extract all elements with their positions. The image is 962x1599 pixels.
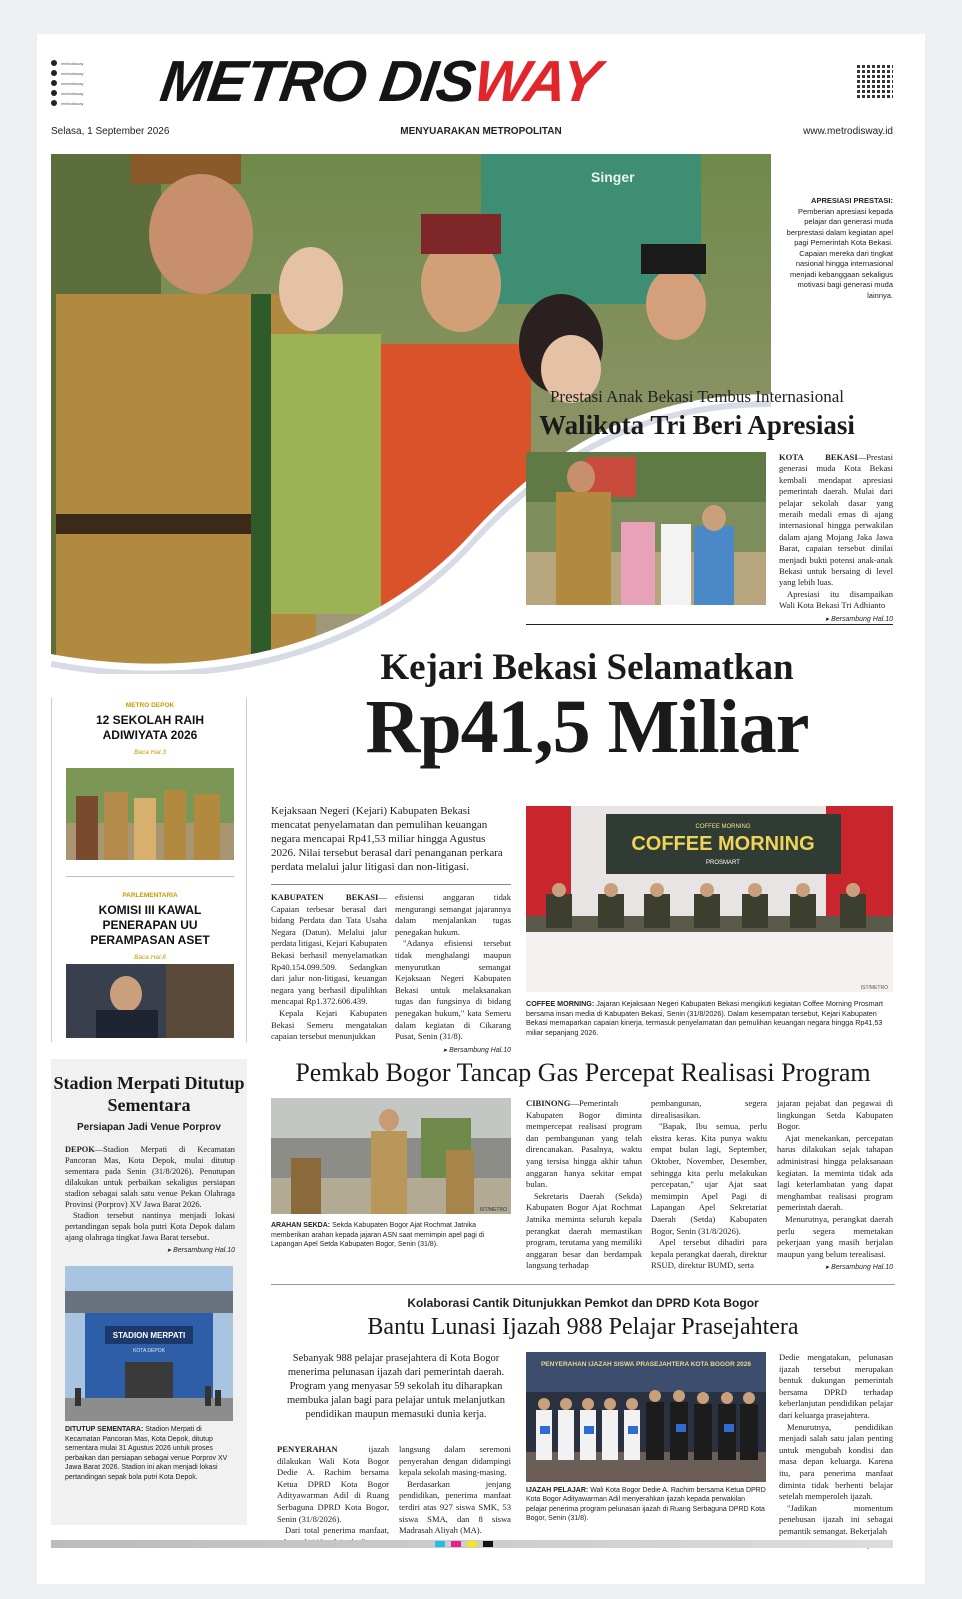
continued-link[interactable]: ▸ Bersambung Hal.10: [167, 1247, 235, 1254]
color-registration-mark: [483, 1541, 493, 1547]
hero-article-body: KOTA BEKASI—Prestasi generasi muda Kota Bekasi kembali mendapat apresiasi pemerintah daerah. Mulai dari pelajar sekolah dasar yang meraih medali emas di ajang internasional hingga perwakilan dalam ajang Mojang Jaka Jawa Barat, capaian tersebut dinilai menjadi bukti potensi anak-anak Bekasi untuk bersaing di level yang lebih luas. Apresiasi itu disampaikan Wali Kota Bekasi Tri Adhianto ▸ Bersambung Hal.10: [779, 452, 893, 625]
social-link[interactable]: metrodisway: [51, 98, 121, 108]
continued-link[interactable]: ▸ Bersambung Hal.10: [825, 1264, 893, 1272]
photo-credit: IST/METRO: [860, 985, 888, 991]
facebook-icon: [51, 60, 57, 66]
social-link[interactable]: metrodisway: [51, 68, 121, 78]
youtube-icon: [51, 100, 57, 106]
teaser-title[interactable]: KOMISI III KAWAL PENERAPAN UU PERAMPASAN ASET: [90, 903, 210, 947]
social-link[interactable]: metrodisway: [51, 88, 121, 98]
coffee-morning-caption: COFFEE MORNING: Jajaran Kejaksaan Negeri Kabupaten Bekasi mengikuti kegiatan Coffee Morning Prosmart bersama insan media di Kabupaten Bekasi, Senin (31/8/2026). Dalam kesempatan tersebut, Kejari Kabupaten Bekasi memaparkan capaian kinerja, termasuk penyelamatan dan pemulihan keuangan negara hingga Rp41,53 miliar sepanjang 2026.: [526, 999, 884, 1037]
banner-small-text: COFFEE MORNING: [695, 824, 751, 830]
masthead-logo[interactable]: METRO DISWAY: [156, 49, 604, 114]
hero-banner-text: Singer: [591, 169, 635, 185]
social-link[interactable]: metrodisway: [51, 78, 121, 88]
issue-date: Selasa, 1 September 2026: [51, 126, 170, 137]
stadion-caption: DITUTUP SEMENTARA: Stadion Merpati di Kecamatan Pancoran Mas, Kota Depok, ditutup sementara mulai 31 Agustus 2026 untuk proses perbaikan dan persiapan sebagai venue Porprov XV Jawa Barat 2026. Stadion ini akan menjadi lokasi pertandingan sepak bola putri Kota Depok.: [65, 1426, 228, 1481]
sidebar-teasers: [51, 698, 247, 1042]
divider: [271, 884, 511, 885]
ijazah-caption: IJAZAH PELAJAR: Wali Kota Bogor Dedie A. Rachim bersama Ketua DPRD Kota Bogor Adityawarman Adil menyerahkan ijazah kepada perwakilan pelajar penerima program pelunasan ijazah di Ruang Serbaguna DPRD Kota Bogor, Senin (31/8).: [526, 1487, 766, 1523]
bogor-article-column: jajaran pejabat dan pegawai di lingkungan Setda Kabupaten Bogor. Ajat menekankan, percepatan harus dilakukan sejak tahapan administrasi hingga pelaksanaan kegiatan. Ia meminta tidak ada lagi keterlambatan yang dapat menghambat realisasi program pemerintah daerah. Menurutnya, perangkat daerah perlu segera memetakan pekerjaan yang masih berjalan maupun yang belum terealisasi. ▸ Bersambung Hal.10: [777, 1098, 893, 1274]
bogor-headline[interactable]: Pemkab Bogor Tancap Gas Percepat Realisasi Program: [295, 1058, 871, 1087]
qr-code-icon[interactable]: [857, 64, 893, 100]
hero-caption: APRESIASI PRESTASI: Pemberian apresiasi kepada pelajar dan generasi muda berprestasi dalam kegiatan apel pagi Pemerintah Kota Bekasi. Capaian mereka dari tingkat nasional hingga internasional menjadi kebanggaan sekaligus motivasi bagi generasi muda lainnya.: [786, 196, 893, 300]
bogor-article-column: CIBINONG—Pemerintah Kabupaten Bogor diminta mempercepat realisasi program dan pembangunan yang telah direncanakan. Pasalnya, waktu yang tersisa hingga akhir tahun anggaran hanya sekitar empat bulan. Sekretaris Daerah (Sekda) Kabupaten Bogor Ajat Rochmat Jatnika meminta seluruh kepala perangkat daerah memastikan program, terutama yang memiliki anggaran besar dan berdampak langsung terhadap: [526, 1098, 642, 1271]
hero-headline[interactable]: Walikota Tri Beri Apresiasi: [539, 410, 855, 440]
stadion-headline[interactable]: Stadion Merpati Ditutup Sementara: [53, 1073, 245, 1115]
ijazah-article-column: PENYERAHAN ijazah dilakukan Wali Kota Bogor Dedie A. Rachim bersama Ketua DPRD Kota Bogor Adityawarman Adil di Ruang Serbaguna DPRD Kota Bogor, Senin (31/8/2026). Dari total penerima manfaat,: [277, 1444, 389, 1536]
main-article-column: KABUPATEN BEKASI—Capaian terbesar berasal dari bidang Perdata dan Tata Usaha Negara (Datun). Melalui jalur perdata litigasi, Kejari Kabupaten Bekasi berhasil menyelamatkan Rp40.154.099.509. Sedangkan dari jalur non-litigasi, keuangan negara yang berhasil dipulihkan mencapai Rp1.372.606.439. Kepala Kejari Kabupaten Bekasi Semeru mengatakan capaian tersebut menunjukkan: [271, 892, 387, 1042]
tiktok-icon: [51, 90, 57, 96]
photo-credit: IST/METRO: [479, 1207, 507, 1213]
x-icon: [51, 70, 57, 76]
social-link[interactable]: metrodisway: [51, 58, 121, 68]
stadion-merpati-photo: [65, 1266, 233, 1421]
stadion-article-body: DEPOK—Stadion Merpati di Kecamatan Pancoran Mas, Kota Depok, mulai ditutup sementara pada Senin (31/8/2026). Penutupan dilakukan untuk perbaikan sekaligus persiapan stadion sebagai salah satu venue Pekan Olahraga Provinsi (Porprov) XV Jawa Barat 2026. Stadion tersebut nantinya menjadi lokasi pertandingan sepak bola putri Kota Depok dalam ajang olahraga tingkat Jawa Barat tersebut. ▸ Bersambung Hal.10: [65, 1145, 235, 1254]
tagline: MENYUARAKAN METROPOLITAN: [400, 126, 562, 137]
coffee-morning-photo: [526, 806, 893, 992]
stadion-sign-sub-text: KOTA DEPOK: [133, 1348, 165, 1354]
ijazah-article-column: langsung dalam seremoni penyerahan dengan didampingi kepala sekolah masing-masing. Berdasarkan jenjang pendidikan, penerima manfaat terdiri atas 927 siswa SMK, 53 siswa SMA, dan 8 siswa Madrasah Aliyah (MA).: [399, 1444, 511, 1536]
stadion-subhead: Persiapan Jadi Venue Porprov: [77, 1122, 221, 1133]
teaser-page-link[interactable]: Baca Hal.8: [134, 954, 166, 961]
ijazah-article-column: Dedie mengatakan, pelunasan ijazah tersebut merupakan bentuk dukungan pemerintah bersama DPRD terhadap keberlanjutan pendidikan pelajar dari keluarga prasejahtera. Menurutnya, pendidikan menjadi salah satu jalan penting untuk mengubah kondisi dan masa depan keluarga. Karena itu, para penerima manfaat diminta tidak berhenti belajar setelah memperoleh ijazah. "Jadikan momentum penebusan ijazah ini sebagai pemantik semangat. Bekerjalah: [779, 1352, 893, 1551]
bogor-article-column: pembangunan, segera direalisasikan. "Bapak, Ibu semua, perlu ekstra keras. Kita punya waktu empat bulan lagi, September, Oktober, November, Desember, sehingga kita perlu melakukan percepatan," ujar Ajat saat memimpin Apel Pagi di Lapangan Apel Sekretariat Daerah (Setda) Kabupaten Bogor, Senin (31/8/2026). Apel tersebut dihadiri para kepala perangkat daerah, direktur RSUD, direktur BUMD, serta: [651, 1098, 767, 1271]
color-registration-mark: [467, 1541, 477, 1547]
divider: [271, 1284, 895, 1285]
newspaper-front-page: [37, 34, 925, 1584]
ijazah-banner-text: PENYERAHAN IJAZAH SISWA PRASEJAHTERA KOTA BOGOR 2026: [540, 1361, 752, 1368]
instagram-icon: [51, 80, 57, 86]
bogor-caption: ARAHAN SEKDA: Sekda Kabupaten Bogor Ajat Rochmat Jatnika memberikan arahan kepada jajaran ASN saat memimpin apel pagi di Lapangan Apel Setda Kabupaten Bogor, Senin (31/8).: [271, 1222, 485, 1249]
divider: [526, 624, 893, 625]
main-headline-line2[interactable]: Rp41,5 Miliar: [365, 685, 809, 769]
social-links: [51, 58, 121, 108]
stadion-sign-text: STADION MERPATI: [112, 1331, 186, 1340]
banner-title-text: COFFEE MORNING: [631, 833, 815, 855]
teaser-kicker: METRO DEPOK: [125, 702, 175, 709]
teaser-page-link[interactable]: Baca Hal.3: [134, 749, 166, 756]
continued-link[interactable]: ▸ Bersambung Hal.10: [825, 615, 893, 623]
bekasi-ceremony-photo: [526, 452, 766, 605]
dpr-speaker-photo: [66, 964, 234, 1038]
main-article-column: efisiensi anggaran tidak mengurangi semangat jajarannya dalam menjalankan tugas penegakan hukum. "Adanya efisiensi tersebut tidak menghalangi maupun menyurutkan semangat Kejaksaan Negeri Kabupaten Bekasi untuk melaksanakan tugas dan fungsinya di bidang penegakan hukum," kata Semeru dalam kegiatan di Cikarang Pusat, Senin (31/8). ▸ Bersambung Hal.10: [395, 892, 511, 1056]
main-lead: Kejaksaan Negeri (Kejari) Kabupaten Bekasi mencatat penyelamatan dan pemulihan keuangan negara mencapai Rp41,53 miliar hingga Agustus 2026. Nilai tersebut berasal dari penanganan perkara perdata melalui jalur litigasi dan non-litigasi.: [271, 805, 503, 873]
adiwiyata-photo: [66, 768, 234, 860]
color-registration-mark: [435, 1541, 445, 1547]
ijazah-lead: Sebanyak 988 pelajar prasejahtera di Kota Bogor menerima pelunasan ijazah dari pemerintah daerah. Program yang menyasar 59 sekolah itu diharapkan membuka jalan bagi para pelajar untuk melanjutkan pendidikan maupun memasuki dunia kerja.: [286, 1353, 506, 1420]
color-registration-mark: [451, 1541, 461, 1547]
bogor-apel-photo: [271, 1098, 511, 1214]
teaser-kicker: PARLEMENTARIA: [122, 892, 178, 899]
website-link[interactable]: www.metrodisway.id: [803, 126, 893, 137]
divider: [66, 876, 234, 877]
hero-kicker: Prestasi Anak Bekasi Tembus Internasional: [549, 387, 845, 406]
main-headline-line1[interactable]: Kejari Bekasi Selamatkan: [380, 647, 794, 688]
banner-sub-text: PROSMART: [706, 860, 740, 866]
ijazah-kicker: Kolaborasi Cantik Ditunjukkan Pemkot dan DPRD Kota Bogor: [407, 1296, 759, 1310]
ijazah-ceremony-photo: [526, 1352, 766, 1482]
continued-link[interactable]: ▸ Bersambung Hal.10: [443, 1046, 511, 1054]
teaser-title[interactable]: 12 SEKOLAH RAIH ADIWIYATA 2026: [95, 713, 205, 742]
ijazah-headline[interactable]: Bantu Lunasi Ijazah 988 Pelajar Prasejahtera: [367, 1314, 799, 1340]
